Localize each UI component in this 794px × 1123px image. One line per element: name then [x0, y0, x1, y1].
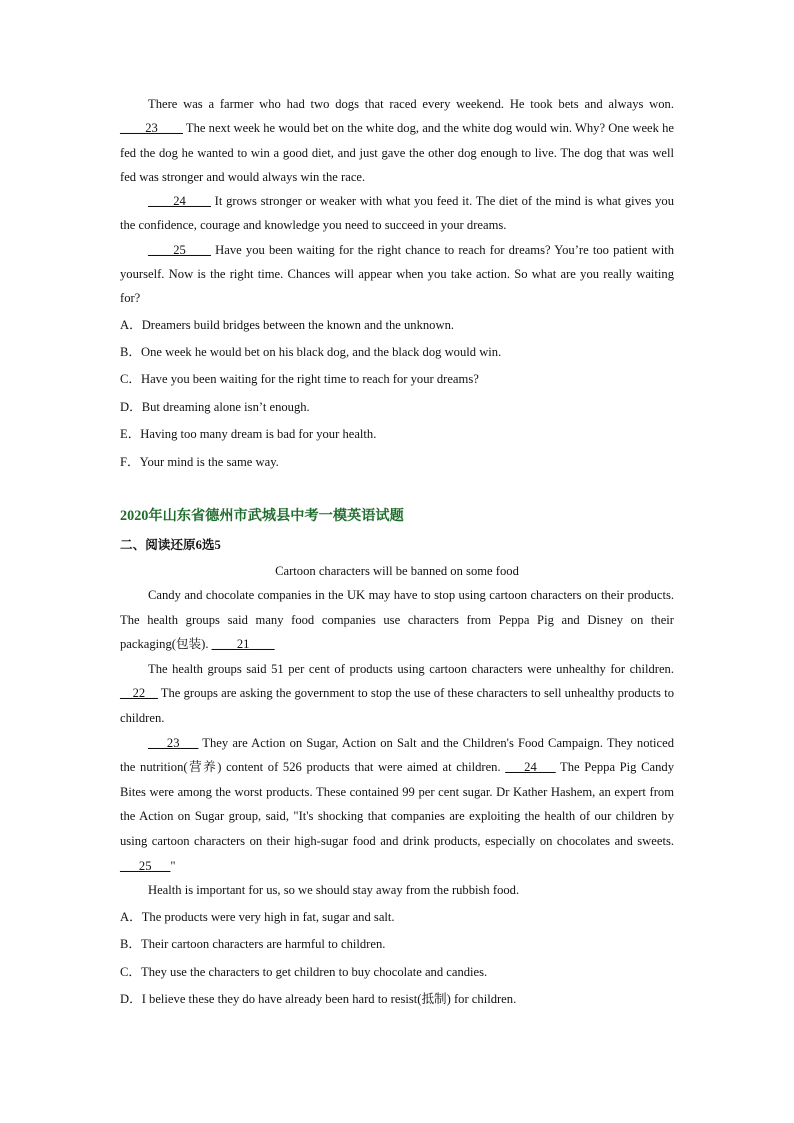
paragraph-text: The groups are asking the government to stop the use of these characters to sell unhealthy products to children.	[120, 686, 674, 725]
passage-1-paragraphs	[120, 92, 674, 311]
passage-1-paragraph	[120, 92, 674, 189]
option-text: I believe these they do have already been hard to resist(抵制) for children.	[141, 991, 517, 1006]
option-text: But dreaming alone isn’t enough.	[141, 399, 310, 414]
passage-2-option	[120, 959, 674, 986]
passage-2-option	[120, 931, 674, 958]
passage-2-option	[120, 986, 674, 1013]
passage-2-paragraph	[120, 731, 674, 879]
passage-1-option	[120, 421, 674, 448]
option-letter: D．	[120, 399, 142, 414]
paragraph-text: Candy and chocolate companies in the UK may have to stop using cartoon characters on their products. The health groups said many food companies use characters from Peppa Pig and Disney on their packaging(包装).	[120, 588, 674, 652]
passage-1-paragraph	[120, 189, 674, 238]
paragraph-text: The next week he would bet on the white dog, and the white dog would win. Why? One week he fed the dog he wanted to win a good diet, and just gave the other dog enough to live. The dog that was well fed was stronger and would always win the race.	[120, 121, 674, 184]
answer-blank: ____25____	[148, 242, 211, 257]
option-letter: F．	[120, 454, 140, 469]
paragraph-text: It grows stronger or weaker with what you feed it. The diet of the mind is what gives you the confidence, courage and knowledge you need to succeed in your dreams.	[120, 194, 674, 233]
option-text: Dreamers build bridges between the known and the unknown.	[141, 317, 455, 332]
passage-1-option	[120, 312, 674, 339]
passage-1-option	[120, 366, 674, 393]
option-letter: A．	[120, 909, 142, 924]
answer-blank: ____21____	[211, 637, 275, 652]
passage-1	[120, 92, 674, 476]
option-text: Your mind is the same way.	[139, 454, 279, 469]
answer-blank: __22__	[120, 686, 158, 701]
passage-2-option	[120, 904, 674, 931]
passage-1-paragraph	[120, 238, 674, 311]
passage-2-paragraphs	[120, 583, 674, 903]
answer-blank: ___23___	[148, 735, 199, 750]
paragraph-text: "	[170, 858, 176, 873]
answer-blank: ____23____	[120, 121, 183, 136]
answer-blank: ___25___	[120, 858, 171, 873]
option-text: They use the characters to get children to buy chocolate and candies.	[141, 964, 488, 979]
passage-1-options	[120, 312, 674, 476]
paragraph-text: The health groups said 51 per cent of products using cartoon characters were unhealthy for children.	[148, 661, 674, 676]
exam-title: 2020年山东省德州市武城县中考一模英语试题	[120, 508, 404, 524]
paragraph-text: Health is important for us, so we should stay away from the rubbish food.	[148, 883, 520, 898]
option-text: The products were very high in fat, sugar and salt.	[141, 909, 395, 924]
option-letter: B．	[120, 345, 141, 360]
option-letter: D．	[120, 991, 142, 1006]
option-letter: B．	[120, 937, 141, 952]
answer-blank: ____24____	[148, 194, 211, 209]
paragraph-text: There was a farmer who had two dogs that raced every weekend. He took bets and always won.	[148, 97, 674, 111]
option-letter: E．	[120, 427, 141, 442]
passage-2-options	[120, 904, 674, 1014]
passage-2-paragraph	[120, 583, 674, 657]
passage-1-option	[120, 394, 674, 421]
passage-1-option	[120, 339, 674, 366]
option-letter: A．	[120, 317, 142, 332]
option-letter: C．	[120, 372, 141, 387]
option-text: One week he would bet on his black dog, and the black dog would win.	[141, 345, 502, 360]
answer-blank: ___24___	[505, 760, 556, 775]
section-heading: 二、阅读还原6选5	[120, 538, 221, 552]
passage-2-paragraph	[120, 878, 674, 903]
paragraph-text: Have you been waiting for the right chance to reach for dreams? You’re too patient with yourself. Now is the right time. Chances will appear when you take action. So what are you really waiting for?	[120, 242, 674, 306]
passage-1-option	[120, 449, 674, 476]
option-text: Having too many dream is bad for your health.	[140, 427, 377, 442]
passage-2-title: Cartoon characters will be banned on some food	[275, 564, 519, 578]
option-text: Their cartoon characters are harmful to children.	[141, 937, 386, 952]
passage-2	[120, 583, 674, 1013]
option-text: Have you been waiting for the right time to reach for your dreams?	[141, 372, 479, 387]
paragraph-text: They are Action on Sugar, Action on Salt and the Children's Food Campaign. They noticed the nutrition(营养) content of 526 products that were aimed at children.	[120, 735, 674, 775]
passage-2-paragraph	[120, 657, 674, 731]
paragraph-text: The Peppa Pig Candy Bites were among the worst products. These contained 99 per cent sugar. Dr Kather Hashem, an expert from the Action on Sugar group, said, "It's shocking that companies are exploiting the health of our children by using cartoon characters on their high-sugar food and drink products, especially on chocolates and sweets.	[120, 760, 674, 848]
option-letter: C．	[120, 964, 141, 979]
